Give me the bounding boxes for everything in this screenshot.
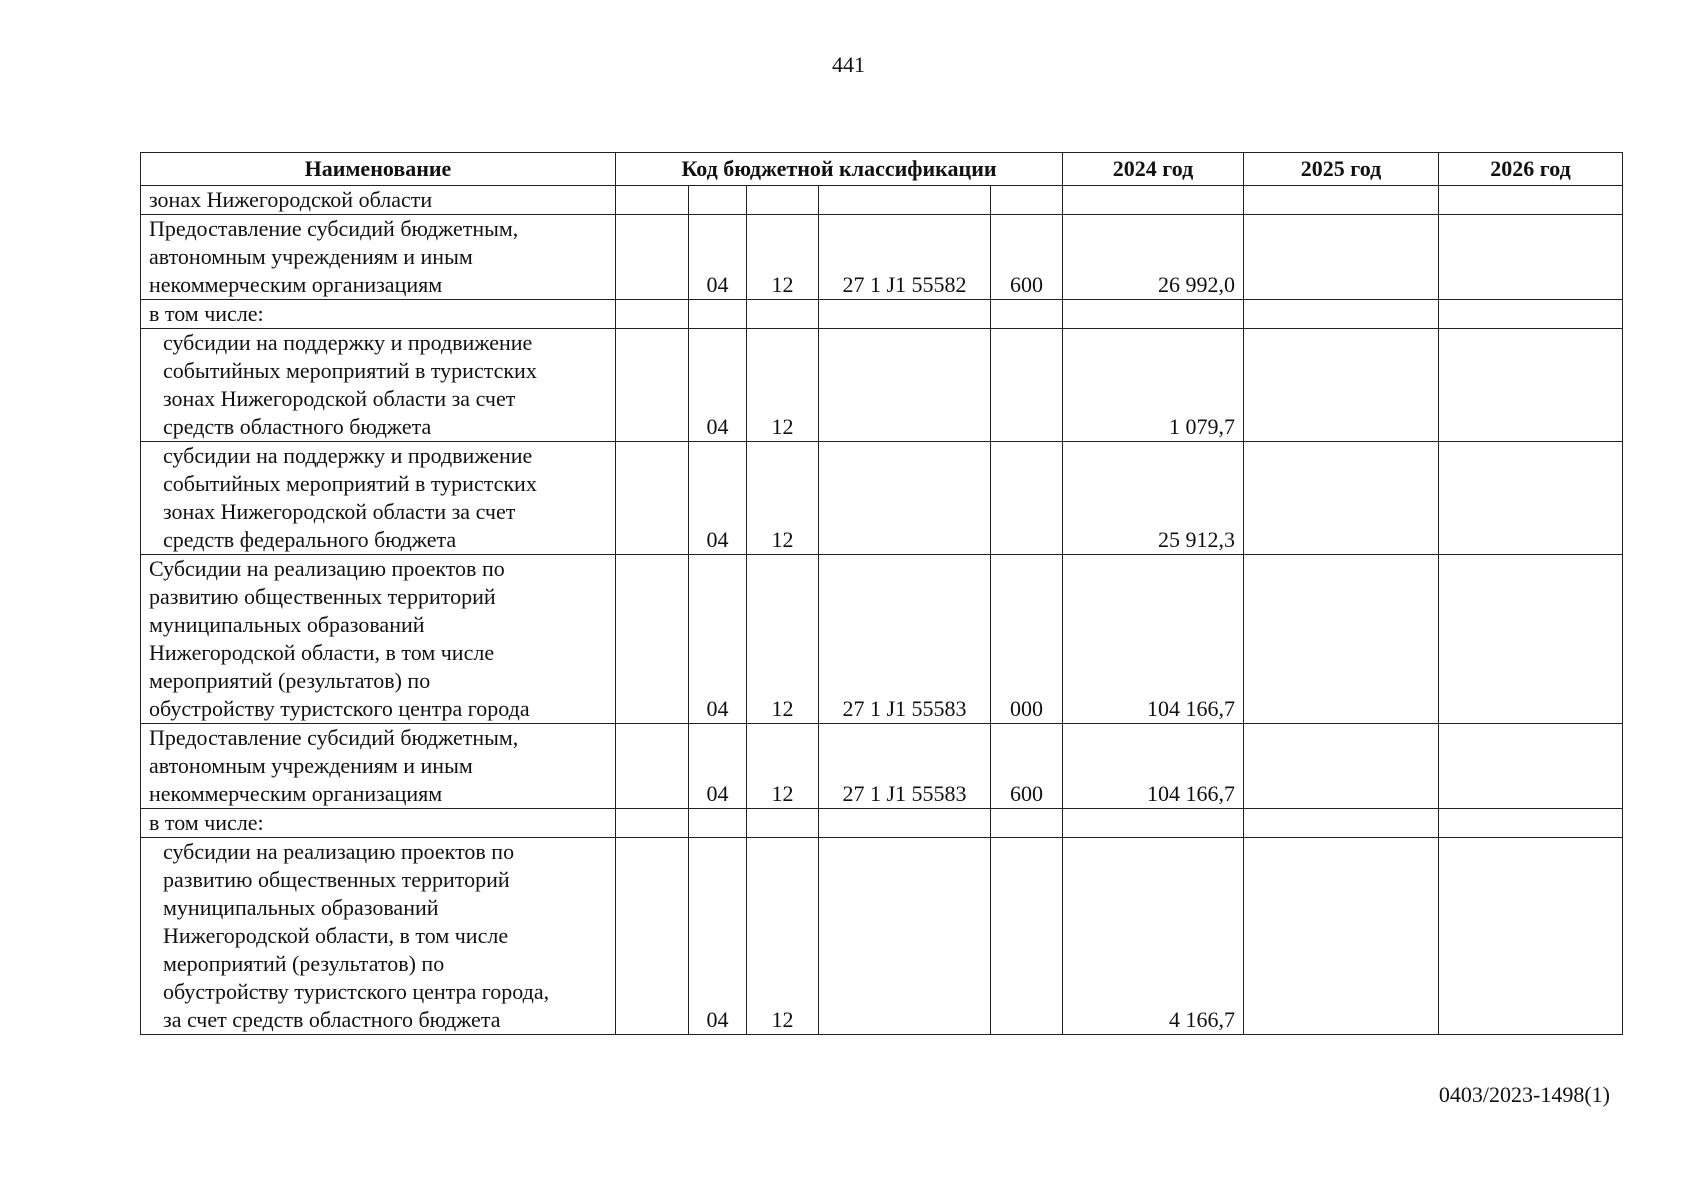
cell-name: в том числе: bbox=[141, 300, 616, 329]
header-name: Наименование bbox=[141, 153, 616, 186]
cell-target-item: 27 1 J1 55583 bbox=[819, 724, 991, 809]
table-row bbox=[141, 300, 1623, 329]
cell-2025 bbox=[1244, 442, 1439, 555]
cell-section: 04 bbox=[689, 442, 747, 555]
cell-2024: 104 166,7 bbox=[1063, 724, 1244, 809]
cell-expense-type bbox=[991, 442, 1063, 555]
cell-2026 bbox=[1439, 186, 1623, 215]
cell-2026 bbox=[1439, 329, 1623, 442]
header-2025: 2025 год bbox=[1244, 153, 1439, 186]
cell-section: 04 bbox=[689, 838, 747, 1035]
cell-2024: 1 079,7 bbox=[1063, 329, 1244, 442]
cell-2024 bbox=[1063, 186, 1244, 215]
cell-2024: 4 166,7 bbox=[1063, 838, 1244, 1035]
cell-expense-type: 600 bbox=[991, 724, 1063, 809]
cell-2025 bbox=[1244, 809, 1439, 838]
cell-2025 bbox=[1244, 186, 1439, 215]
cell-code-blank bbox=[616, 838, 689, 1035]
header-code: Код бюджетной классификации bbox=[616, 153, 1063, 186]
cell-code-blank bbox=[616, 555, 689, 724]
cell-name: субсидии на поддержку и продвижение событийных мероприятий в туристских зонах Нижегородской области за счет средств областного бюджета bbox=[141, 329, 616, 442]
cell-subsection: 12 bbox=[747, 329, 819, 442]
cell-target-item bbox=[819, 329, 991, 442]
cell-2026 bbox=[1439, 724, 1623, 809]
cell-subsection bbox=[747, 186, 819, 215]
page-number: 441 bbox=[832, 52, 865, 77]
cell-2025 bbox=[1244, 724, 1439, 809]
cell-code-blank bbox=[616, 809, 689, 838]
table-header-row bbox=[141, 153, 1623, 186]
cell-2025 bbox=[1244, 838, 1439, 1035]
budget-table bbox=[140, 152, 1623, 1035]
cell-section: 04 bbox=[689, 215, 747, 300]
cell-code-blank bbox=[616, 186, 689, 215]
cell-target-item: 27 1 J1 55582 bbox=[819, 215, 991, 300]
header-2026: 2026 год bbox=[1439, 153, 1623, 186]
table-row bbox=[141, 838, 1623, 1035]
cell-section bbox=[689, 809, 747, 838]
cell-subsection bbox=[747, 300, 819, 329]
cell-2025 bbox=[1244, 215, 1439, 300]
cell-subsection: 12 bbox=[747, 838, 819, 1035]
cell-name: Предоставление субсидий бюджетным, автономным учреждениям и иным некоммерческим организациям bbox=[141, 724, 616, 809]
cell-subsection: 12 bbox=[747, 215, 819, 300]
cell-section bbox=[689, 300, 747, 329]
cell-target-item bbox=[819, 442, 991, 555]
cell-2024 bbox=[1063, 300, 1244, 329]
table-row bbox=[141, 809, 1623, 838]
document-number: 0403/2023-1498(1) bbox=[1438, 1082, 1610, 1107]
cell-expense-type bbox=[991, 838, 1063, 1035]
cell-2026 bbox=[1439, 215, 1623, 300]
cell-expense-type bbox=[991, 300, 1063, 329]
cell-2025 bbox=[1244, 555, 1439, 724]
cell-2026 bbox=[1439, 809, 1623, 838]
cell-2026 bbox=[1439, 838, 1623, 1035]
cell-code-blank bbox=[616, 215, 689, 300]
cell-subsection bbox=[747, 809, 819, 838]
cell-2024: 25 912,3 bbox=[1063, 442, 1244, 555]
header-2024: 2024 год bbox=[1063, 153, 1244, 186]
cell-subsection: 12 bbox=[747, 555, 819, 724]
cell-subsection: 12 bbox=[747, 442, 819, 555]
cell-target-item bbox=[819, 809, 991, 838]
table-body bbox=[141, 186, 1623, 1035]
table-row bbox=[141, 724, 1623, 809]
cell-target-item: 27 1 J1 55583 bbox=[819, 555, 991, 724]
cell-name: субсидии на реализацию проектов по развитию общественных территорий муниципальных образований Нижегородской области, в том числе мероприятий (результатов) по обустройству туристского центра города, за счет средств областного бюджета bbox=[141, 838, 616, 1035]
cell-expense-type: 000 bbox=[991, 555, 1063, 724]
cell-expense-type bbox=[991, 186, 1063, 215]
cell-target-item bbox=[819, 838, 991, 1035]
cell-section: 04 bbox=[689, 724, 747, 809]
cell-2024: 104 166,7 bbox=[1063, 555, 1244, 724]
cell-name: в том числе: bbox=[141, 809, 616, 838]
cell-expense-type bbox=[991, 329, 1063, 442]
table-row bbox=[141, 555, 1623, 724]
table-row bbox=[141, 215, 1623, 300]
cell-code-blank bbox=[616, 329, 689, 442]
cell-expense-type: 600 bbox=[991, 215, 1063, 300]
cell-name: зонах Нижегородской области bbox=[141, 186, 616, 215]
cell-2026 bbox=[1439, 300, 1623, 329]
cell-code-blank bbox=[616, 300, 689, 329]
table-row bbox=[141, 186, 1623, 215]
cell-2025 bbox=[1244, 329, 1439, 442]
cell-name: субсидии на поддержку и продвижение событийных мероприятий в туристских зонах Нижегородской области за счет средств федерального бюджета bbox=[141, 442, 616, 555]
cell-code-blank bbox=[616, 724, 689, 809]
cell-target-item bbox=[819, 186, 991, 215]
cell-subsection: 12 bbox=[747, 724, 819, 809]
cell-section: 04 bbox=[689, 555, 747, 724]
cell-code-blank bbox=[616, 442, 689, 555]
cell-section: 04 bbox=[689, 329, 747, 442]
cell-section bbox=[689, 186, 747, 215]
cell-2024 bbox=[1063, 809, 1244, 838]
cell-2025 bbox=[1244, 300, 1439, 329]
cell-2026 bbox=[1439, 555, 1623, 724]
cell-2026 bbox=[1439, 442, 1623, 555]
cell-name: Субсидии на реализацию проектов по развитию общественных территорий муниципальных образований Нижегородской области, в том числе мероприятий (результатов) по обустройству туристского центра города bbox=[141, 555, 616, 724]
cell-name: Предоставление субсидий бюджетным, автономным учреждениям и иным некоммерческим организациям bbox=[141, 215, 616, 300]
cell-2024: 26 992,0 bbox=[1063, 215, 1244, 300]
cell-expense-type bbox=[991, 809, 1063, 838]
table-row bbox=[141, 442, 1623, 555]
table-row bbox=[141, 329, 1623, 442]
cell-target-item bbox=[819, 300, 991, 329]
